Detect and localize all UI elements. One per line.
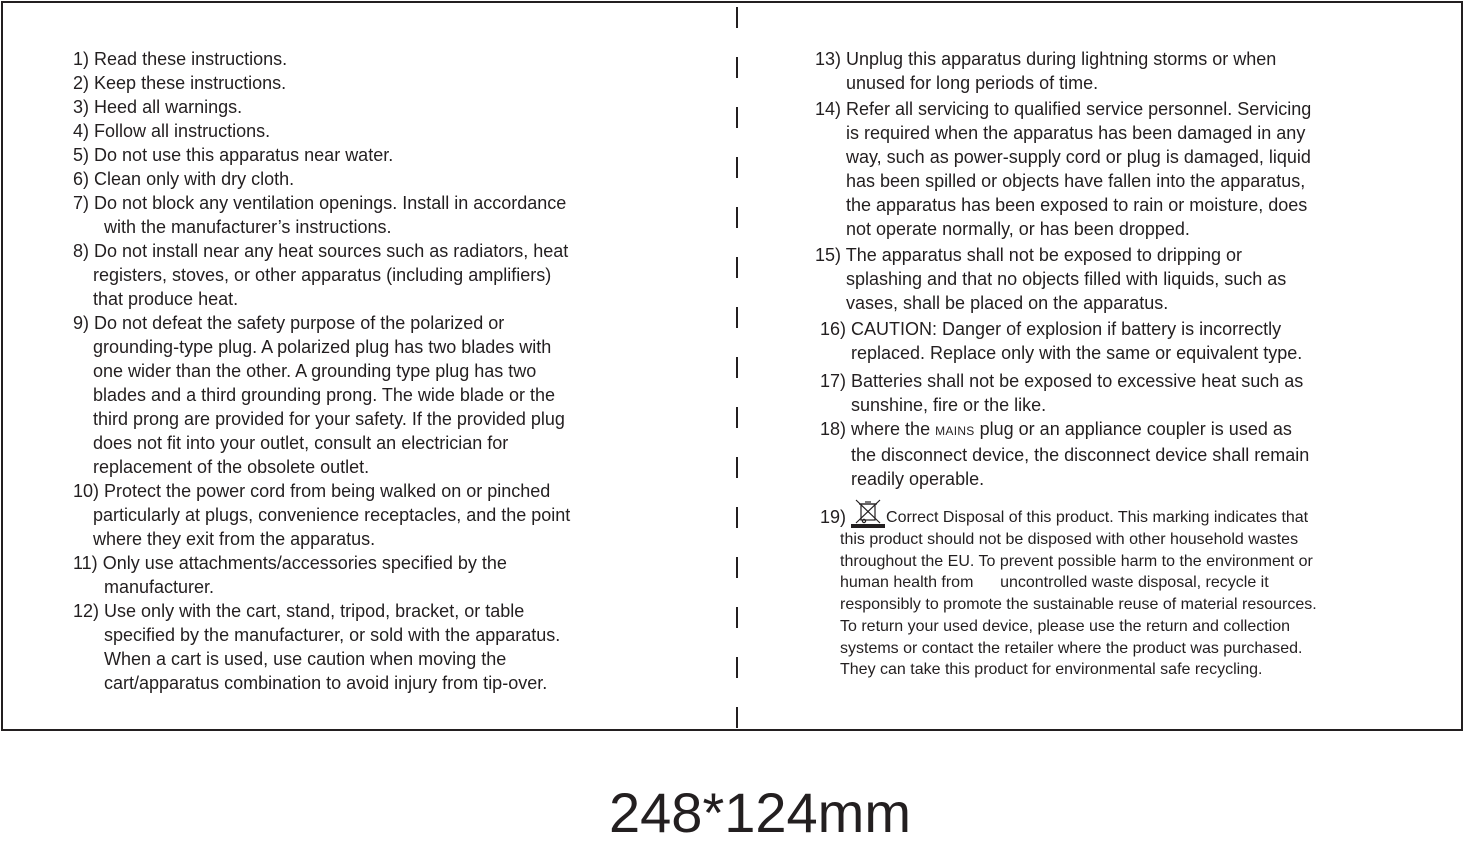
instruction-7: 7) Do not block any ventilation openings. Install in accordance with the manufacturer’s instructions.	[73, 193, 567, 237]
instruction-5: 5) Do not use this apparatus near water.	[73, 145, 394, 165]
dimension-label: 248*124mm	[609, 781, 911, 844]
right-column	[815, 47, 1415, 679]
instruction-3: 3) Heed all warnings.	[73, 97, 243, 117]
mains-label: MAINS	[935, 424, 975, 438]
instruction-10: 10) Protect the power cord from being walked on or pinched particularly at plugs, convenience receptacles, and the point where they exit from the apparatus.	[73, 481, 571, 549]
instruction-4: 4) Follow all instructions.	[73, 121, 271, 141]
instruction-6: 6) Clean only with dry cloth.	[73, 169, 295, 189]
crossed-out-wheelie-bin-icon	[850, 499, 886, 529]
instruction-14: 14) Refer all servicing to qualified service personnel. Servicing is required when the apparatus has been damaged in any way, such as power-supply cord or plug is damaged, liquid has been spilled or objects have fallen into the apparatus, the apparatus has been exposed to rain or moisture, does not operate normally, or has been dropped.	[815, 99, 1312, 239]
fold-line	[736, 7, 738, 729]
instruction-12: 12) Use only with the cart, stand, tripod, bracket, or table specified by the manufacturer, or sold with the apparatus. When a cart is used, use caution when moving the cart/apparatus combination to avoid injury from tip-over.	[73, 601, 561, 693]
instruction-9: 9) Do not defeat the safety purpose of the polarized or grounding-type plug. A polarized plug has two blades with one wider than the other. A grounding type plug has two blades and a third grounding prong. The wide blade or the third prong are provided for your safety. If the provided plug does not fit into your outlet, consult an electrician for replacement of the obsolete outlet.	[73, 313, 565, 477]
instruction-11: 11) Only use attachments/accessories specified by the manufacturer.	[73, 553, 507, 597]
instruction-2: 2) Keep these instructions.	[73, 73, 287, 93]
instruction-17: 17) Batteries shall not be exposed to excessive heat such as sunshine, fire or the like.	[820, 371, 1304, 415]
instruction-19: 19) Correct Disposal of this product. This marking indicates that this product should not be disposed with other household wastes throughout the EU. To prevent possible harm to the environment or human health from uncontrolled waste disposal, recycle it responsibly to promote the sustainable reuse of material resources. To return your used device, please use the return and collection systems or contact the retailer where the product was purchased. They can take this product for environmental safe recycling.	[820, 499, 1410, 681]
instruction-16: 16) CAUTION: Danger of explosion if battery is incorrectly replaced. Replace only with the same or equivalent type.	[820, 319, 1303, 363]
instruction-1: 1) Read these instructions.	[73, 49, 288, 69]
left-column	[73, 47, 658, 695]
instruction-15: 15) The apparatus shall not be exposed to dripping or splashing and that no objects filled with liquids, such as vases, shall be placed on the apparatus.	[815, 245, 1287, 313]
instruction-18: 18) where the MAINS plug or an appliance coupler is used as the disconnect device, the disconnect device shall remain readily operable.	[820, 419, 1310, 489]
instruction-8: 8) Do not install near any heat sources such as radiators, heat registers, stoves, or other apparatus (including amplifiers) that produce heat.	[73, 241, 569, 309]
instruction-13: 13) Unplug this apparatus during lightning storms or when unused for long periods of time.	[815, 49, 1277, 93]
